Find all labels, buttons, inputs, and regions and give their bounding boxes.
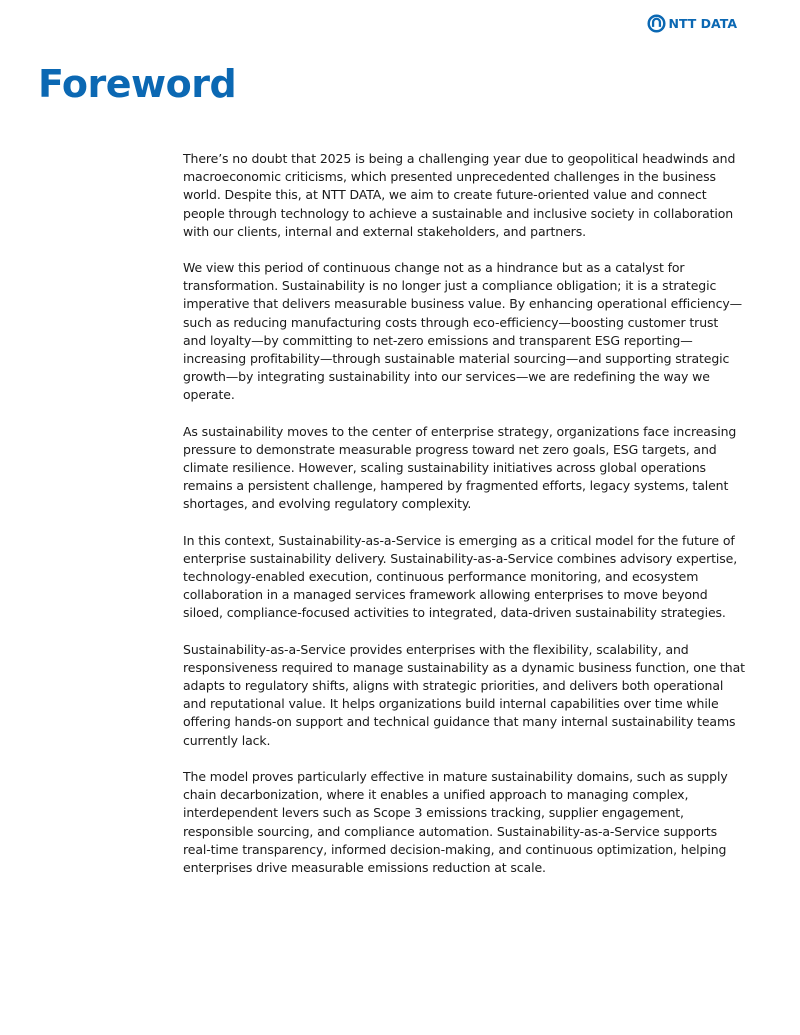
paragraph: The model proves particularly effective in mature sustainability domains, such as supply chain decarbonization, where it enables a unified approach to managing complex, interdependent levers such as Scope 3 emissions tracking, supplier engagement, responsible sourcing, and compliance automation. Sustainability-as-a-Service supports real-time transparency, informed decision-making, and continuous optimization, helping enterprises drive measurable emissions reduction at scale. bbox=[183, 768, 728, 875]
paragraph: We view this period of continuous change not as a hindrance but as a catalyst for transformation. Sustainability is no longer just a compliance obligation; it is a strategic imperative that delivers measurable business value. By enhancing operational efficiency—such as reducing manufacturing costs through eco-efficiency—boosting customer trust and loyalty—by committing to net-zero emissions and transparent ESG reporting—increasing profitability—through sustainable material sourcing—and supporting strategic growth—by integrating sustainability into our services—we are redefining the way we operate. bbox=[183, 260, 743, 403]
ntt-data-logo-icon bbox=[647, 14, 666, 33]
paragraph: As sustainability moves to the center of enterprise strategy, organizations face increasing pressure to demonstrate measurable progress toward net zero goals, ESG targets, and climate resilience. However, scaling sustainability initiatives across global operations remains a persistent challenge, hampered by fragmented efforts, legacy systems, talent shortages, and evolving regulatory complexity. bbox=[183, 423, 737, 512]
paragraph: In this context, Sustainability-as-a-Service is emerging as a critical model for the future of enterprise sustainability delivery. Sustainability-as-a-Service combines advisory expertise, technology-enabled execution, continuous performance monitoring, and ecosystem collaboration in a managed services framework allowing enterprises to move beyond siloed, compliance-focused activities to integrated, data-driven sustainability strategies. bbox=[183, 532, 738, 621]
paragraph: There’s no doubt that 2025 is being a challenging year due to geopolitical headwinds and macroeconomic criticisms, which presented unprecedented challenges in the business world. Despite this, at NTT DATA, we aim to create future-oriented value and connect people through technology to achieve a sustainable and inclusive society in collaboration with our clients, internal and external stakeholders, and partners. bbox=[183, 151, 736, 239]
paragraph: Sustainability-as-a-Service provides enterprises with the flexibility, scalability, and responsiveness required to manage sustainability as a dynamic business function, one that adapts to regulatory shifts, aligns with strategic priorities, and delivers both operational and reputational value. It helps organizations build internal capabilities over time while offering hands-on support and technical guidance that many internal sustainability teams currently lack. bbox=[183, 641, 745, 748]
company-logo bbox=[647, 14, 737, 33]
page-title: Foreword bbox=[38, 62, 237, 106]
foreword-body bbox=[183, 150, 745, 895]
logo-text: NTT DATA bbox=[668, 16, 737, 31]
